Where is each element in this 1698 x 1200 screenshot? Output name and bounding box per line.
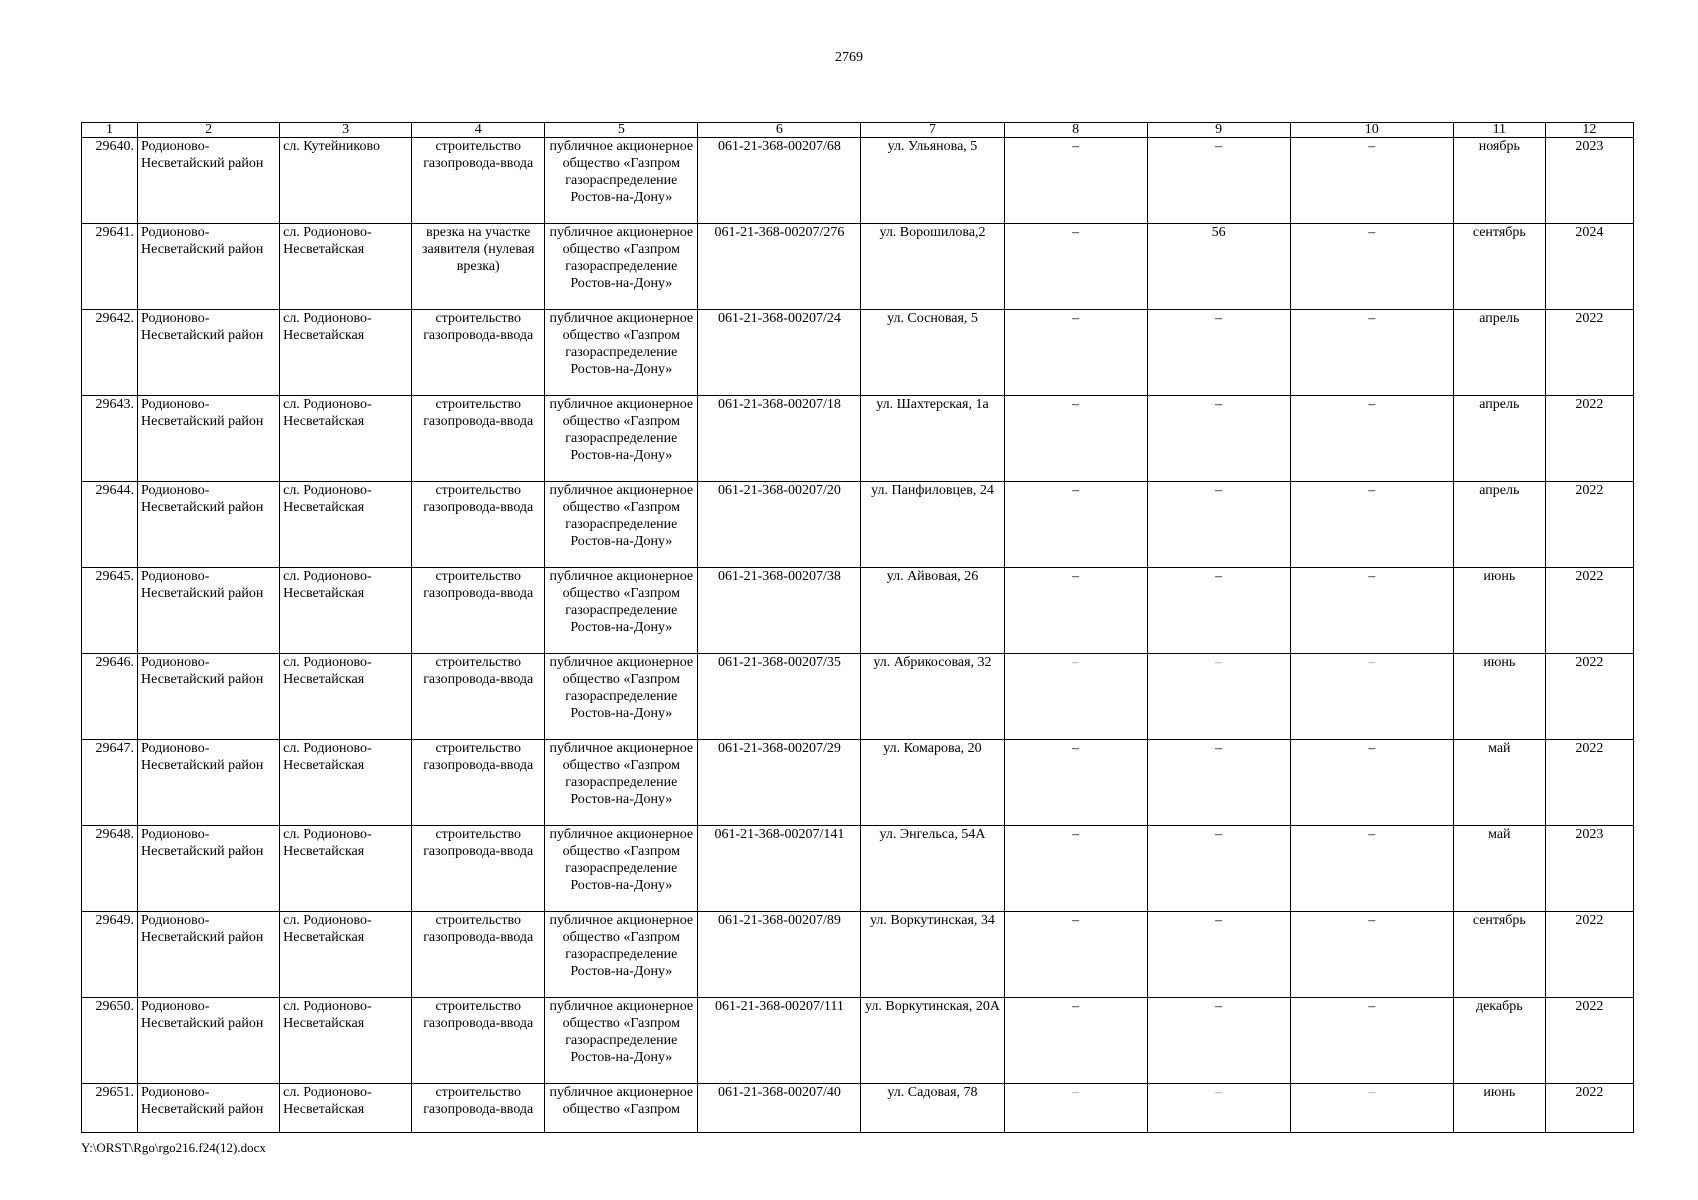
table-row xyxy=(82,998,1634,1084)
work-type-cell: строительство газопровода-ввода xyxy=(412,396,545,482)
month-cell: май xyxy=(1453,826,1545,912)
organization-cell: публичное акционерное общество «Газпром газораспределение Ростов-на-Дону» xyxy=(545,740,698,826)
permit-code-cell: 061-21-368-00207/89 xyxy=(698,912,861,998)
organization-cell: публичное акционерное общество «Газпром газораспределение Ростов-на-Дону» xyxy=(545,654,698,740)
col9-cell: – xyxy=(1147,1084,1290,1133)
col9-cell: – xyxy=(1147,998,1290,1084)
month-cell: апрель xyxy=(1453,396,1545,482)
address-cell: ул. Садовая, 78 xyxy=(861,1084,1004,1133)
organization-cell: публичное акционерное общество «Газпром газораспределение Ростов-на-Дону» xyxy=(545,998,698,1084)
row-number-cell: 29649. xyxy=(82,912,138,998)
col10-cell: – xyxy=(1290,654,1453,740)
organization-cell: публичное акционерное общество «Газпром газораспределение Ростов-на-Дону» xyxy=(545,138,698,224)
work-type-cell: строительство газопровода-ввода xyxy=(412,998,545,1084)
district-cell: Родионово-Несветайский район xyxy=(138,568,280,654)
table-row xyxy=(82,482,1634,568)
col9-cell: – xyxy=(1147,912,1290,998)
header-cell: 4 xyxy=(412,123,545,138)
row-number-cell: 29641. xyxy=(82,224,138,310)
year-cell: 2023 xyxy=(1545,826,1633,912)
col8-cell: – xyxy=(1004,654,1147,740)
organization-cell: публичное акционерное общество «Газпром газораспределение Ростов-на-Дону» xyxy=(545,912,698,998)
settlement-cell: сл. Родионово-Несветайская xyxy=(280,654,412,740)
work-type-cell: строительство газопровода-ввода xyxy=(412,740,545,826)
header-cell: 8 xyxy=(1004,123,1147,138)
month-cell: декабрь xyxy=(1453,998,1545,1084)
col9-cell: 56 xyxy=(1147,224,1290,310)
settlement-cell: сл. Родионово-Несветайская xyxy=(280,998,412,1084)
district-cell: Родионово-Несветайский район xyxy=(138,654,280,740)
table-row xyxy=(82,568,1634,654)
year-cell: 2022 xyxy=(1545,482,1633,568)
col8-cell: – xyxy=(1004,826,1147,912)
address-cell: ул. Воркутинская, 20А xyxy=(861,998,1004,1084)
col9-cell: – xyxy=(1147,482,1290,568)
row-number-cell: 29644. xyxy=(82,482,138,568)
work-type-cell: строительство газопровода-ввода xyxy=(412,1084,545,1133)
permit-code-cell: 061-21-368-00207/141 xyxy=(698,826,861,912)
district-cell: Родионово-Несветайский район xyxy=(138,224,280,310)
year-cell: 2022 xyxy=(1545,654,1633,740)
organization-cell: публичное акционерное общество «Газпром газораспределение Ростов-на-Дону» xyxy=(545,482,698,568)
district-cell: Родионово-Несветайский район xyxy=(138,1084,280,1133)
row-number-cell: 29640. xyxy=(82,138,138,224)
district-cell: Родионово-Несветайский район xyxy=(138,740,280,826)
permit-code-cell: 061-21-368-00207/35 xyxy=(698,654,861,740)
col8-cell: – xyxy=(1004,740,1147,826)
header-cell: 7 xyxy=(861,123,1004,138)
settlement-cell: сл. Родионово-Несветайская xyxy=(280,310,412,396)
data-table xyxy=(81,122,1634,1133)
row-number-cell: 29651. xyxy=(82,1084,138,1133)
col8-cell: – xyxy=(1004,1084,1147,1133)
month-cell: апрель xyxy=(1453,482,1545,568)
header-cell: 5 xyxy=(545,123,698,138)
work-type-cell: строительство газопровода-ввода xyxy=(412,654,545,740)
header-cell: 2 xyxy=(138,123,280,138)
col10-cell: – xyxy=(1290,740,1453,826)
col9-cell: – xyxy=(1147,396,1290,482)
col10-cell: – xyxy=(1290,998,1453,1084)
work-type-cell: строительство газопровода-ввода xyxy=(412,912,545,998)
col8-cell: – xyxy=(1004,998,1147,1084)
col10-cell: – xyxy=(1290,826,1453,912)
row-number-cell: 29645. xyxy=(82,568,138,654)
district-cell: Родионово-Несветайский район xyxy=(138,998,280,1084)
work-type-cell: строительство газопровода-ввода xyxy=(412,568,545,654)
month-cell: сентябрь xyxy=(1453,224,1545,310)
col8-cell: – xyxy=(1004,310,1147,396)
organization-cell: публичное акционерное общество «Газпром газораспределение Ростов-на-Дону» xyxy=(545,396,698,482)
col8-cell: – xyxy=(1004,138,1147,224)
address-cell: ул. Воркутинская, 34 xyxy=(861,912,1004,998)
year-cell: 2022 xyxy=(1545,1084,1633,1133)
month-cell: июнь xyxy=(1453,568,1545,654)
district-cell: Родионово-Несветайский район xyxy=(138,826,280,912)
col10-cell: – xyxy=(1290,568,1453,654)
col8-cell: – xyxy=(1004,568,1147,654)
row-number-cell: 29648. xyxy=(82,826,138,912)
page-number: 2769 xyxy=(835,50,863,65)
permit-code-cell: 061-21-368-00207/38 xyxy=(698,568,861,654)
permit-code-cell: 061-21-368-00207/18 xyxy=(698,396,861,482)
header-cell: 1 xyxy=(82,123,138,138)
work-type-cell: строительство газопровода-ввода xyxy=(412,138,545,224)
settlement-cell: сл. Родионово-Несветайская xyxy=(280,224,412,310)
col8-cell: – xyxy=(1004,912,1147,998)
col10-cell: – xyxy=(1290,482,1453,568)
row-number-cell: 29650. xyxy=(82,998,138,1084)
row-number-cell: 29642. xyxy=(82,310,138,396)
col8-cell: – xyxy=(1004,482,1147,568)
table-row xyxy=(82,740,1634,826)
table-row xyxy=(82,1084,1634,1133)
col10-cell: – xyxy=(1290,310,1453,396)
header-row xyxy=(82,123,1634,138)
col9-cell: – xyxy=(1147,654,1290,740)
header-cell: 9 xyxy=(1147,123,1290,138)
address-cell: ул. Ворошилова,2 xyxy=(861,224,1004,310)
col9-cell: – xyxy=(1147,138,1290,224)
year-cell: 2022 xyxy=(1545,396,1633,482)
address-cell: ул. Комарова, 20 xyxy=(861,740,1004,826)
address-cell: ул. Ульянова, 5 xyxy=(861,138,1004,224)
permit-code-cell: 061-21-368-00207/20 xyxy=(698,482,861,568)
district-cell: Родионово-Несветайский район xyxy=(138,396,280,482)
row-number-cell: 29647. xyxy=(82,740,138,826)
header-cell: 12 xyxy=(1545,123,1633,138)
work-type-cell: строительство газопровода-ввода xyxy=(412,310,545,396)
address-cell: ул. Панфиловцев, 24 xyxy=(861,482,1004,568)
district-cell: Родионово-Несветайский район xyxy=(138,310,280,396)
permit-code-cell: 061-21-368-00207/276 xyxy=(698,224,861,310)
work-type-cell: врезка на участке заявителя (нулевая врезка) xyxy=(412,224,545,310)
table-row xyxy=(82,396,1634,482)
header-cell: 10 xyxy=(1290,123,1453,138)
settlement-cell: сл. Родионово-Несветайская xyxy=(280,568,412,654)
settlement-cell: сл. Родионово-Несветайская xyxy=(280,482,412,568)
header-cell: 11 xyxy=(1453,123,1545,138)
year-cell: 2022 xyxy=(1545,912,1633,998)
settlement-cell: сл. Родионово-Несветайская xyxy=(280,1084,412,1133)
header-cell: 6 xyxy=(698,123,861,138)
header-cell: 3 xyxy=(280,123,412,138)
table-row xyxy=(82,310,1634,396)
col10-cell: – xyxy=(1290,912,1453,998)
table-row xyxy=(82,826,1634,912)
col9-cell: – xyxy=(1147,568,1290,654)
row-number-cell: 29643. xyxy=(82,396,138,482)
year-cell: 2022 xyxy=(1545,310,1633,396)
organization-cell: публичное акционерное общество «Газпром газораспределение Ростов-на-Дону» xyxy=(545,568,698,654)
col9-cell: – xyxy=(1147,310,1290,396)
work-type-cell: строительство газопровода-ввода xyxy=(412,826,545,912)
col8-cell: – xyxy=(1004,396,1147,482)
table-row xyxy=(82,138,1634,224)
year-cell: 2022 xyxy=(1545,568,1633,654)
col8-cell: – xyxy=(1004,224,1147,310)
permit-code-cell: 061-21-368-00207/24 xyxy=(698,310,861,396)
organization-cell: публичное акционерное общество «Газпром газораспределение Ростов-на-Дону» xyxy=(545,310,698,396)
month-cell: июнь xyxy=(1453,1084,1545,1133)
permit-code-cell: 061-21-368-00207/68 xyxy=(698,138,861,224)
month-cell: май xyxy=(1453,740,1545,826)
permit-code-cell: 061-21-368-00207/29 xyxy=(698,740,861,826)
organization-cell: публичное акционерное общество «Газпром газораспределение Ростов-на-Дону» xyxy=(545,826,698,912)
table-row xyxy=(82,654,1634,740)
settlement-cell: сл. Родионово-Несветайская xyxy=(280,826,412,912)
col10-cell: – xyxy=(1290,224,1453,310)
permit-code-cell: 061-21-368-00207/40 xyxy=(698,1084,861,1133)
settlement-cell: сл. Родионово-Несветайская xyxy=(280,912,412,998)
organization-cell: публичное акционерное общество «Газпром xyxy=(545,1084,698,1133)
year-cell: 2024 xyxy=(1545,224,1633,310)
address-cell: ул. Сосновая, 5 xyxy=(861,310,1004,396)
month-cell: апрель xyxy=(1453,310,1545,396)
month-cell: сентябрь xyxy=(1453,912,1545,998)
col9-cell: – xyxy=(1147,826,1290,912)
month-cell: июнь xyxy=(1453,654,1545,740)
address-cell: ул. Абрикосовая, 32 xyxy=(861,654,1004,740)
settlement-cell: сл. Родионово-Несветайская xyxy=(280,740,412,826)
table-row xyxy=(82,224,1634,310)
col9-cell: – xyxy=(1147,740,1290,826)
month-cell: ноябрь xyxy=(1453,138,1545,224)
col10-cell: – xyxy=(1290,396,1453,482)
file-path-footer: Y:\ORST\Rgo\rgo216.f24(12).docx xyxy=(81,1140,266,1155)
work-type-cell: строительство газопровода-ввода xyxy=(412,482,545,568)
row-number-cell: 29646. xyxy=(82,654,138,740)
year-cell: 2023 xyxy=(1545,138,1633,224)
organization-cell: публичное акционерное общество «Газпром газораспределение Ростов-на-Дону» xyxy=(545,224,698,310)
address-cell: ул. Айвовая, 26 xyxy=(861,568,1004,654)
settlement-cell: сл. Родионово-Несветайская xyxy=(280,396,412,482)
district-cell: Родионово-Несветайский район xyxy=(138,138,280,224)
district-cell: Родионово-Несветайский район xyxy=(138,912,280,998)
settlement-cell: сл. Кутейниково xyxy=(280,138,412,224)
year-cell: 2022 xyxy=(1545,740,1633,826)
col10-cell: – xyxy=(1290,1084,1453,1133)
district-cell: Родионово-Несветайский район xyxy=(138,482,280,568)
permit-code-cell: 061-21-368-00207/111 xyxy=(698,998,861,1084)
address-cell: ул. Энгельса, 54А xyxy=(861,826,1004,912)
year-cell: 2022 xyxy=(1545,998,1633,1084)
table-row xyxy=(82,912,1634,998)
col10-cell: – xyxy=(1290,138,1453,224)
address-cell: ул. Шахтерская, 1а xyxy=(861,396,1004,482)
